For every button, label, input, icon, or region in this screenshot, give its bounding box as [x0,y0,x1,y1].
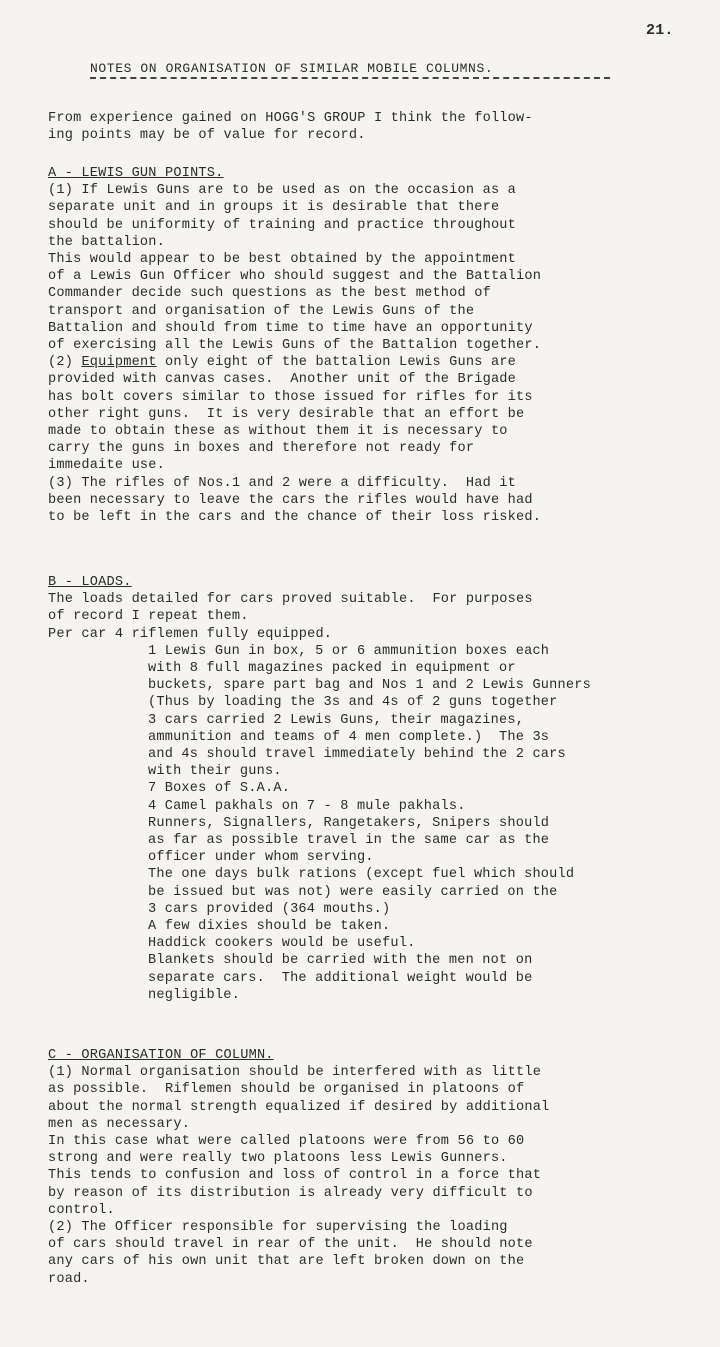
text-line: made to obtain these as without them it is necessary to [48,424,508,440]
text-line: immedaite use. [48,458,166,474]
text-line: buckets, spare part bag and Nos 1 and 2 Lewis Gunners [148,678,591,694]
text-line: (1) If Lewis Guns are to be used as on the occasion as a [48,183,517,199]
text-line: From experience gained on HOGG'S GROUP I think the follow- [48,111,533,126]
text-line: (1) Normal organisation should be interfered with as little [48,1065,542,1081]
text-line: strong and were really two platoons less Lewis Gunners. [48,1151,508,1167]
text-line: 3 cars provided (364 mouths.) [148,901,391,917]
document-title: NOTES ON ORGANISATION OF SIMILAR MOBILE COLUMNS. [90,61,494,76]
text-line: by reason of its distribution is already very difficult to [48,1185,533,1201]
text-line: of record I repeat them. [48,609,249,625]
text-line: 4 Camel pakhals on 7 - 8 mule pakhals. [148,798,466,814]
text-line: road. [48,1271,90,1287]
text-line: of a Lewis Gun Officer who should suggest and the Battalion [48,269,542,285]
text-line: with 8 full magazines packed in equipment or [148,661,516,677]
text-line: any cars of his own unit that are left broken down on the [48,1254,525,1270]
text-line: Commander decide such questions as the best method of [48,286,491,302]
item-number: (2) [48,355,82,371]
text-line: 3 cars carried 2 Lewis Guns, their magazines, [148,712,525,728]
text-line [48,354,718,371]
text-line: provided with canvas cases. Another unit of the Brigade [48,372,517,388]
text-line: (2) The Officer responsible for supervising the loading [48,1220,508,1236]
title-underline [90,77,610,79]
text-line: the battalion. [48,234,166,250]
section-a [48,165,718,526]
text-line: The one days bulk rations (except fuel which should [148,867,575,883]
text-line: control. [48,1202,115,1218]
section-c [48,1047,718,1288]
text-line: transport and organisation of the Lewis Guns of the [48,303,475,319]
text-line: separate unit and in groups it is desirable that there [48,200,500,216]
text-line: 7 Boxes of S.A.A. [148,781,291,797]
text-line: This tends to confusion and loss of control in a force that [48,1168,542,1184]
underlined-term: Equipment [81,355,157,371]
text-line: negligible. [148,987,240,1003]
text-line: to be left in the cars and the chance of their loss risked. [48,510,542,526]
section-heading: B - LOADS. [48,575,132,590]
text-line: Blankets should be carried with the men not on [148,953,533,969]
text-line: Runners, Signallers, Rangetakers, Snipers should [148,815,550,831]
text-line: of cars should travel in rear of the unit. He should note [48,1237,533,1253]
section-heading: C - ORGANISATION OF COLUMN. [48,1048,274,1063]
text-line: has bolt covers similar to those issued for rifles for its [48,389,533,405]
text-line: with their guns. [148,764,282,780]
text-line: as possible. Riflemen should be organised in platoons of [48,1082,525,1098]
text-line: Battalion and should from time to time have an opportunity [48,320,533,336]
text-line: of exercising all the Lewis Guns of the Battalion together. [48,338,542,354]
text-line: ing points may be of value for record. [48,128,366,144]
text-line: (Thus by loading the 3s and 4s of 2 guns together [148,695,558,711]
text-line: Haddick cookers would be useful. [148,936,416,952]
text-line: In this case what were called platoons were from 56 to 60 [48,1134,525,1150]
text-line: A few dixies should be taken. [148,919,391,935]
text-line: This would appear to be best obtained by the appointment [48,252,517,268]
text-line: ammunition and teams of 4 men complete.) The 3s [148,729,550,745]
text-line: 1 Lewis Gun in box, 5 or 6 ammunition boxes each [148,643,550,659]
text-line: (3) The rifles of Nos.1 and 2 were a difficulty. Had it [48,475,517,491]
text-line: other right guns. It is very desirable that an effort be [48,406,525,422]
text-line: The loads detailed for cars proved suitable. For purposes [48,592,533,608]
text-fragment: only eight of the battalion Lewis Guns are [156,355,517,371]
page-number: 21. [646,22,674,39]
text-line: should be uniformity of training and practice throughout [48,217,517,233]
section-b [48,574,718,1004]
text-line: been necessary to leave the cars the rifles would have had [48,492,533,508]
text-line: separate cars. The additional weight would be [148,970,533,986]
text-line: men as necessary. [48,1116,191,1132]
text-line: about the normal strength equalized if desired by additional [48,1099,550,1115]
text-line: carry the guns in boxes and therefore not ready for [48,441,475,457]
text-line: be issued but was not) were easily carried on the [148,884,558,900]
text-line: as far as possible travel in the same car as the [148,833,550,849]
intro-paragraph [48,110,718,144]
text-line: officer under whom serving. [148,850,374,866]
text-line: and 4s should travel immediately behind the 2 cars [148,747,566,763]
text-line: Per car 4 riflemen fully equipped. [48,626,333,642]
section-heading: A - LEWIS GUN POINTS. [48,166,224,181]
